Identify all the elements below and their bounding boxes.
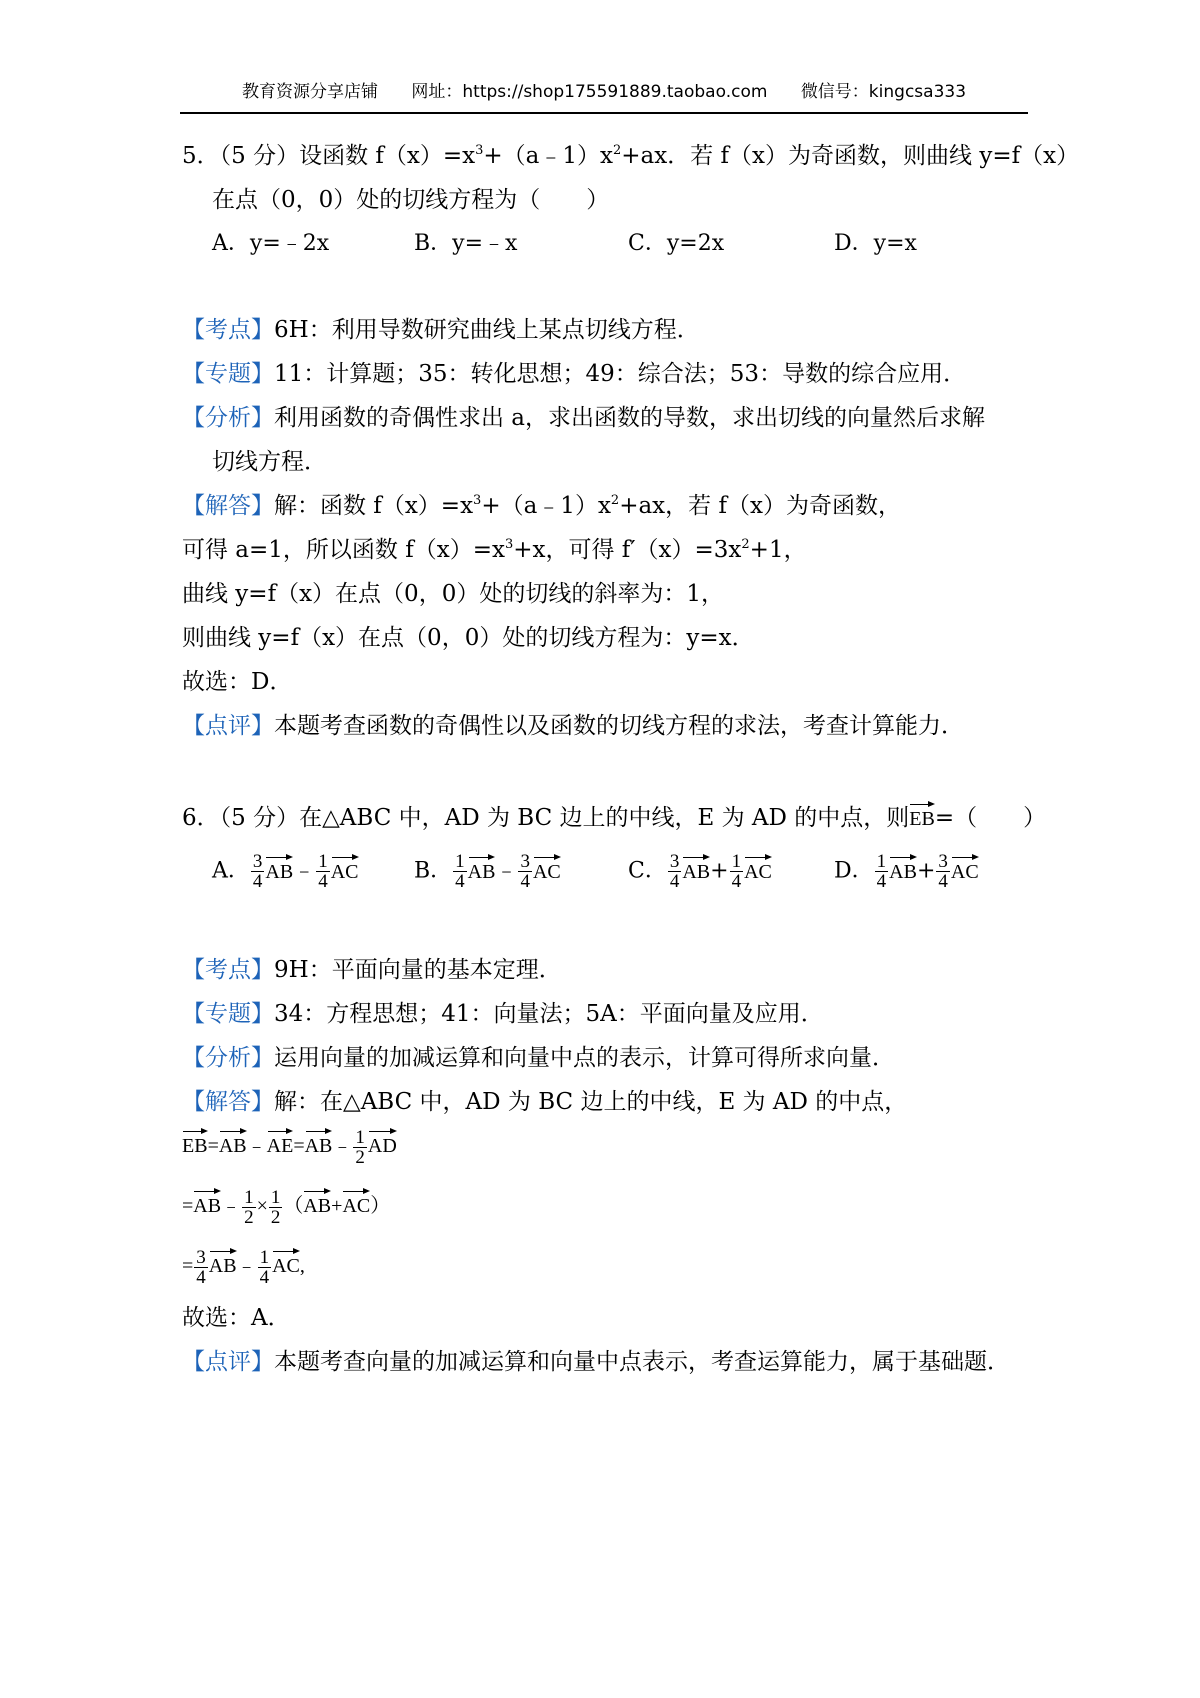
q6-zhuanti: 【专题】34：方程思想；41：向量法；5A：平面向量及应用． xyxy=(182,1001,824,1027)
q5-jieda-line3: 曲线 y=f（x）在点（0，0）处的切线的斜率为：1， xyxy=(182,581,724,607)
q6-work-line3: = $\frac{3}{4}$ AB﹣ $\frac{1}{4}$ AC, xyxy=(182,1247,305,1288)
q6-kaodian: 【考点】9H：平面向量的基本定理． xyxy=(182,957,562,983)
q5-kaodian: 【考点】6H：利用导数研究曲线上某点切线方程． xyxy=(182,317,700,343)
q5-stem-line1: 5．（5 分）设函数 $f(x)=x^3+(a﹣1)x^2+ax$．若 f（x）为奇函数，则曲线 y=f（x） xyxy=(182,143,1080,169)
q6-work-line2: =AB﹣ $\frac{1}{2}$ × $\frac{1}{2}$ （AB+AC） xyxy=(182,1187,391,1228)
q6-jieda: 【解答】解：在△ABC 中，AD 为 BC 边上的中线，E 为 AD 的中点， xyxy=(182,1089,908,1115)
q6-option-b[interactable]: B． $\frac{1}{4}$ AB﹣ $\frac{3}{4}$ AC xyxy=(414,851,561,892)
q5-option-a[interactable]: A．y=﹣2x xyxy=(212,231,330,256)
q6-option-d[interactable]: D． $\frac{1}{4}$ AB+ $\frac{3}{4}$ AC xyxy=(834,851,979,892)
q6-fenxi: 【分析】运用向量的加减运算和向量中点的表示，计算可得所求向量． xyxy=(182,1045,895,1071)
q6-option-a[interactable]: A． $\frac{3}{4}$ AB﹣ $\frac{1}{4}$ AC xyxy=(212,851,359,892)
q6-option-c[interactable]: C． $\frac{3}{4}$ AB+ $\frac{1}{4}$ AC xyxy=(628,851,772,892)
q5-option-b[interactable]: B．y=﹣x xyxy=(414,231,518,256)
wechat-id: 微信号：kingcsa333 xyxy=(800,82,967,102)
page-header xyxy=(180,82,1028,114)
shop-name: 教育资源分享店铺 xyxy=(241,82,378,102)
q5-jieda-line4: 则曲线 y=f（x）在点（0，0）处的切线方程为：y=x． xyxy=(182,625,755,651)
q5-answer: 故选：D． xyxy=(182,669,293,695)
q5-jieda: 【解答】解：函数 $f(x)=x^3+(a﹣1)x^2+ax$，若 f（x）为奇函数， xyxy=(182,493,901,519)
q5-option-c[interactable]: C．y=2x xyxy=(628,231,725,256)
q5-dianping: 【点评】本题考查函数的奇偶性以及函数的切线方程的求法，考查计算能力． xyxy=(182,713,964,739)
q6-stem: 6．（5 分）在△ABC 中，AD 为 BC 边上的中线，E 为 AD 的中点，则EB=（ ） xyxy=(182,802,1040,834)
q5-fenxi: 【分析】利用函数的奇偶性求出 a，求出函数的导数，求出切线的向量然后求解 xyxy=(182,405,986,431)
q5-fenxi-line2: 切线方程． xyxy=(212,449,327,475)
shop-url: 网址：https://shop175591889.taobao.com xyxy=(411,82,768,102)
vector-eb: EB xyxy=(909,802,935,829)
q5-jieda-line2: 可得 a=1，所以函数 $f(x)=x^3+x$，可得 $f'(x)=3x^2+1$， xyxy=(182,537,807,563)
q6-work-line1: EB=AB﹣AE=AB﹣ $\frac{1}{2}$ AD xyxy=(182,1127,397,1168)
q5-option-d[interactable]: D．y=x xyxy=(834,231,917,256)
q6-dianping: 【点评】本题考查向量的加减运算和向量中点表示，考查运算能力，属于基础题． xyxy=(182,1349,1010,1375)
q5-stem-line2: 在点（0，0）处的切线方程为（ ） xyxy=(212,187,610,213)
q5-zhuanti: 【专题】11：计算题；35：转化思想；49：综合法；53：导数的综合应用． xyxy=(182,361,967,387)
q6-answer: 故选：A． xyxy=(182,1305,291,1331)
